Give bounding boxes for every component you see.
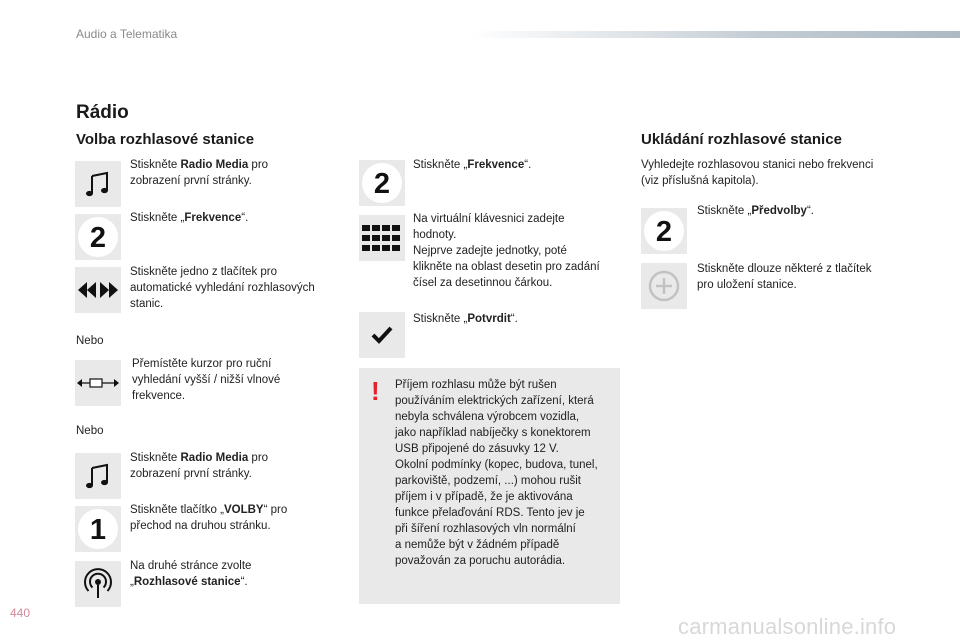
section-title-station-saving: Ukládání rozhlasové stanice	[641, 131, 842, 148]
header-decoration-bar	[470, 31, 960, 38]
left-step-6-text: Stiskněte tlačítko „VOLBY“ pro přechod na druhou stránku.	[130, 504, 288, 532]
right-step-1-text: Stiskněte „Předvolby“.	[697, 205, 814, 217]
reception-warning-box	[359, 368, 620, 604]
radio-media-icon-box	[75, 161, 121, 207]
left-step-5-text: Stiskněte Radio Media pro zobrazení první stránky.	[130, 452, 269, 480]
options-number-icon-box	[75, 506, 121, 552]
presets-number-icon-box	[641, 208, 687, 254]
frequency-number-icon-box-mid	[359, 160, 405, 206]
left-step-4-text: Přemístěte kurzor pro ruční vyhledání vyšší / nižší vlnové frekvence.	[132, 358, 281, 402]
svg-text:2: 2	[89, 222, 107, 254]
keypad-icon-box	[359, 215, 405, 261]
music-note-icon	[83, 461, 113, 491]
confirm-icon-box	[359, 312, 405, 358]
number-one-circle-icon	[76, 507, 120, 551]
page-title: Rádio	[76, 102, 129, 123]
music-note-icon	[83, 169, 113, 199]
left-step-7-text: Na druhé stránce zvolte „Rozhlasové stanice“.	[130, 560, 252, 588]
tuning-slider-icon	[76, 376, 120, 390]
seek-back-forward-icon	[77, 280, 119, 300]
radio-antenna-icon	[82, 568, 114, 600]
warning-exclamation-icon: !	[371, 376, 380, 406]
svg-text:1: 1	[89, 514, 107, 546]
header-title: Audio a Telematika	[76, 27, 178, 41]
number-two-circle-icon	[360, 161, 404, 205]
frequency-number-icon-box	[75, 214, 121, 260]
checkmark-icon	[371, 326, 393, 344]
keypad-grid-icon	[362, 225, 402, 251]
page-number: 440	[10, 606, 31, 620]
right-intro-text: Vyhledejte rozhlasovou stanici nebo frekvenci (viz příslušná kapitola).	[641, 159, 874, 187]
or-label-1: Nebo	[76, 335, 104, 347]
svg-text:2: 2	[655, 216, 673, 248]
radio-stations-icon-box	[75, 561, 121, 607]
section-title-station-selection: Volba rozhlasové stanice	[76, 131, 255, 148]
or-label-2: Nebo	[76, 425, 104, 437]
watermark-url: carmanualsonline.info	[678, 614, 897, 639]
save-station-icon-box	[641, 263, 687, 309]
left-step-1-text: Stiskněte Radio Media pro zobrazení první stránky.	[130, 159, 269, 187]
right-step-2-text: Stiskněte dlouze některé z tlačítek pro uložení stanice.	[697, 263, 872, 291]
tuning-slider-icon-box	[75, 360, 121, 406]
number-two-circle-icon	[642, 209, 686, 253]
middle-step-2-text: Na virtuální klávesnici zadejte hodnoty. Nejprve zadejte jednotky, poté klikněte na oblast desetin pro zadání čísel za desetinnou čárkou.	[413, 213, 600, 289]
middle-step-1-text: Stiskněte „Frekvence“.	[413, 159, 532, 171]
middle-step-3-text: Stiskněte „Potvrdit“.	[413, 313, 518, 325]
radio-media-icon-box-2	[75, 453, 121, 499]
add-plus-circle-icon	[647, 269, 681, 303]
svg-text:2: 2	[373, 168, 391, 200]
left-step-3-text: Stiskněte jedno z tlačítek pro automatické vyhledání rozhlasových stanic.	[130, 266, 315, 310]
warning-text: Příjem rozhlasu může být rušen používáním elektrických zařízení, která nebyla schválena výrobcem vozidla, jako například nabíječky s konektorem USB připojené do zásuvky 12 V. Okolní podmínky (kopec, budova, tunel, parkoviště, podzemí, ...) mohou rušit příjem i v případě, že je aktivována funkce přelaďování RDS. Tento jev je při šíření rozhlasových vln normální a nemůže být v žádném případě považován za poruchu autorádia.	[395, 379, 598, 567]
number-two-circle-icon	[76, 215, 120, 259]
left-step-2-text: Stiskněte „Frekvence“.	[130, 212, 249, 224]
seek-buttons-icon-box	[75, 267, 121, 313]
